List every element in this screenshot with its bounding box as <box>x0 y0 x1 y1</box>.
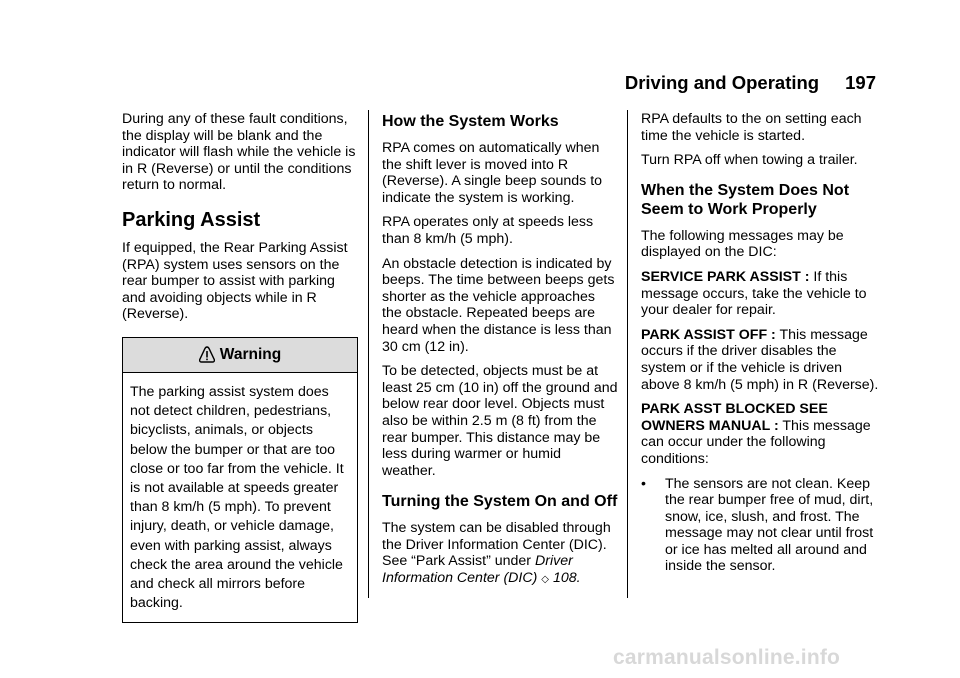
section-title: Driving and Operating <box>624 72 820 93</box>
page-reference-arrow-icon: ◇ <box>541 574 549 586</box>
page-number: 197 <box>845 72 876 93</box>
how-system-works-heading: How the System Works <box>382 113 559 130</box>
park-asst-blocked-entry <box>641 401 881 467</box>
obstacle-detection-paragraph: An obstacle detection is indicated by beeps. The time between beeps gets shorter as the vehicle approaches the obstacle. Repeated beeps are heard when the distance is less than 30 cm (12 in). <box>382 255 615 355</box>
dic-reference-link[interactable]: Driver Information Center (DIC) <box>382 553 573 587</box>
sensors-not-clean-text: The sensors are not clean. Keep the rear bumper free of mud, dirt, snow, ice, slush, and frost. The message may not clear until frost or ice has melted all around and inside the sensor. <box>665 475 874 575</box>
park-assist-off-entry <box>641 327 881 393</box>
rpa-speed-paragraph: RPA operates only at speeds less than 8 km/h (5 mph). <box>382 214 594 247</box>
turning-system-heading: Turning the System On and Off <box>382 493 618 511</box>
parking-assist-paragraph: If equipped, the Rear Parking Assist (RPA) system uses sensors on the rear bumper to assist with parking and avoiding objects while in R (Reverse). <box>122 239 348 323</box>
park-asst-blocked-label: PARK ASST BLOCKED SEE OWNERS MANUAL : <box>641 401 828 434</box>
park-assist-off-label: PARK ASSIST OFF : <box>641 326 776 343</box>
column-2 <box>382 111 618 597</box>
column-1 <box>122 111 358 623</box>
disable-system-paragraph <box>382 520 618 588</box>
towing-paragraph: Turn RPA off when towing a trailer. <box>641 152 858 169</box>
column-3 <box>641 111 881 575</box>
warning-header <box>123 338 357 373</box>
page-header <box>625 72 876 94</box>
troubleshooting-heading: When the System Does Not Seem to Work Properly <box>641 181 850 218</box>
detection-range-paragraph: To be detected, objects must be at least 25 cm (10 in) off the ground and below rear door level. Objects must also be within 2.5 m (8 ft) from the rear bumper. This distance may be less during warmer or humid weather. <box>382 363 618 479</box>
warning-title: Warning <box>219 345 282 363</box>
fault-conditions-paragraph: During any of these fault conditions, the display will be blank and the indicator will flash while the vehicle is in R (Reverse) or until the conditions return to normal. <box>122 111 356 194</box>
service-park-assist-label: SERVICE PARK ASSIST : <box>641 268 810 285</box>
dic-reference-page[interactable]: 108. <box>552 570 581 587</box>
bullet-dot-icon: • <box>641 475 646 492</box>
park-assist-off-text: This message occurs if the driver disables the system or if the vehicle is driven above 8 km/h (5 mph) in R (Reverse). <box>641 326 879 393</box>
dic-messages-intro: The following messages may be displayed on the DIC: <box>641 227 844 261</box>
warning-box <box>122 337 358 623</box>
rpa-activation-paragraph: RPA comes on automatically when the shift lever is moved into R (Reverse). A single beep sounds to indicate the system is working. <box>382 140 603 206</box>
column-divider-1 <box>368 110 369 598</box>
rpa-default-paragraph: RPA defaults to the on setting each time the vehicle is started. <box>641 111 862 144</box>
list-item <box>641 476 881 576</box>
column-divider-2 <box>627 110 628 598</box>
disable-system-text: The system can be disabled through the Driver Information Center (DIC). See “Park Assist” under <box>382 520 611 570</box>
service-park-assist-entry <box>641 269 881 319</box>
warning-body: The parking assist system does not detect children, pedestrians, bicyclists, animals, or objects below the bumper or that are too close or too far from the vehicle. It is not available at speeds greater than 8 km/h (5 mph). To prevent injury, death, or vehicle damage, even with parking assist, always check the area around the vehicle and check all mirrors before backing. <box>130 383 344 612</box>
service-park-assist-text: If this message occurs, take the vehicle to your dealer for repair. <box>641 268 867 319</box>
parking-assist-heading: Parking Assist <box>122 208 261 231</box>
warning-triangle-icon <box>199 346 215 363</box>
watermark: carmanualsonline.info <box>613 646 841 669</box>
park-asst-blocked-text: This message can occur under the following conditions: <box>641 417 871 467</box>
